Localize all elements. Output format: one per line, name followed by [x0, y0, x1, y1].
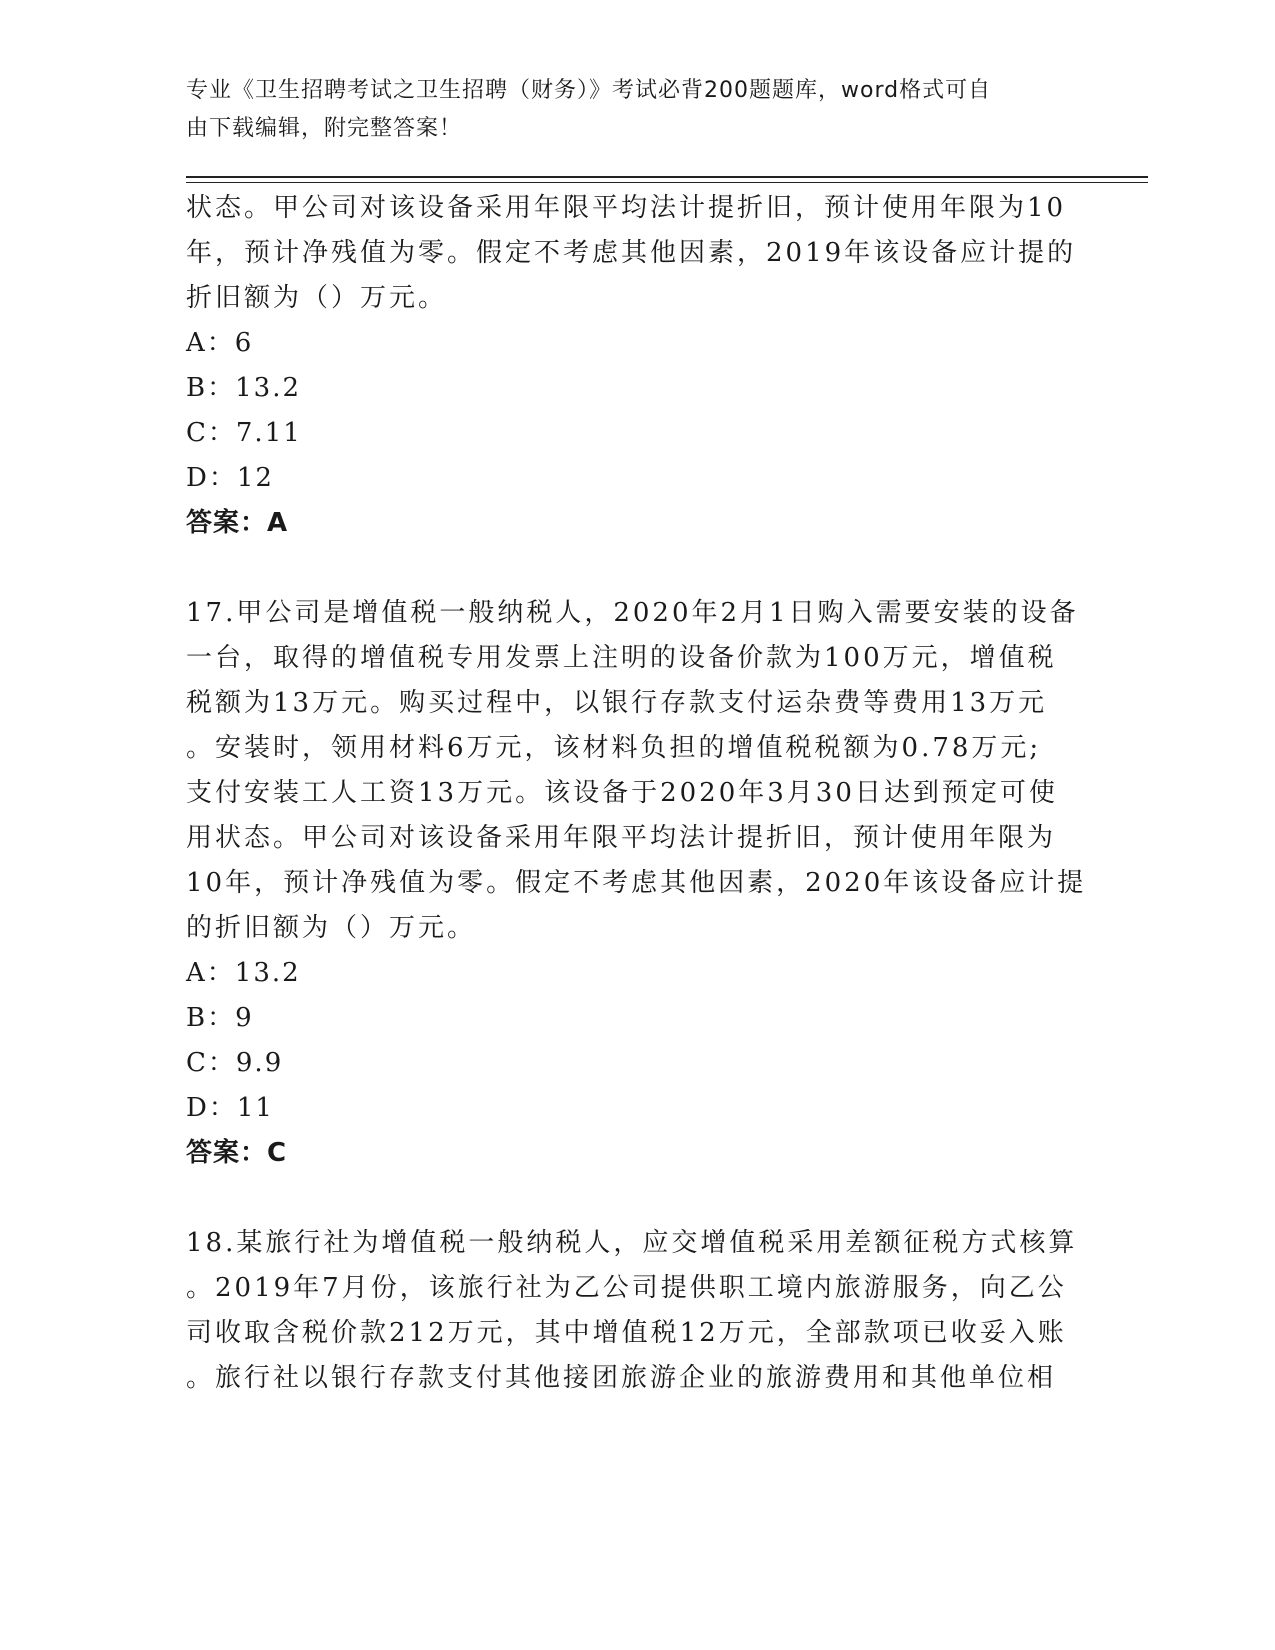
option-b: B：13.2: [186, 373, 301, 403]
option-d: D：12: [186, 463, 274, 493]
question-text-line: 折旧额为（）万元。: [186, 283, 448, 313]
option-a: A：13.2: [186, 958, 301, 988]
question-text-line: 17.甲公司是增值税一般纳税人，2020年2月1日购入需要安装的设备: [186, 598, 1079, 628]
question-text-line: 。安装时，领用材料6万元，该材料负担的增值税税额为0.78万元;: [186, 733, 1042, 763]
option-c: C：7.11: [186, 418, 302, 448]
option-c: C：9.9: [186, 1048, 284, 1078]
spacer: [186, 546, 1086, 591]
spacer: [186, 1176, 1086, 1221]
option-b: B：9: [186, 1003, 254, 1033]
page-header: [186, 72, 1066, 148]
answer-label: 答案：C: [186, 1138, 288, 1168]
question-text-line: 一台，取得的增值税专用发票上注明的设备价款为100万元，增值税: [186, 643, 1057, 673]
option-a: A：6: [186, 328, 254, 358]
option-d: D：11: [186, 1093, 274, 1123]
question-text-line: 状态。甲公司对该设备采用年限平均法计提折旧，预计使用年限为10: [186, 193, 1067, 223]
header-divider-thin: [186, 182, 1148, 183]
header-divider-thick: [186, 176, 1148, 178]
question-text-line: 司收取含税价款212万元，其中增值税12万元，全部款项已收妥入账: [186, 1318, 1067, 1348]
question-17-block: [186, 591, 1086, 1176]
question-text-line: 18.某旅行社为增值税一般纳税人，应交增值税采用差额征税方式核算: [186, 1228, 1078, 1258]
header-line-2: 由下载编辑，附完整答案！: [186, 116, 463, 141]
question-content: [186, 186, 1086, 1401]
question-text-line: 10年，预计净残值为零。假定不考虑其他因素，2020年该设备应计提: [186, 868, 1087, 898]
question-text-line: 。旅行社以银行存款支付其他接团旅游企业的旅游费用和其他单位相: [186, 1363, 1057, 1393]
question-16-block: [186, 186, 1086, 546]
question-text-line: 。2019年7月份，该旅行社为乙公司提供职工境内旅游服务，向乙公: [186, 1273, 1067, 1303]
question-text-line: 支付安装工人工资13万元。该设备于2020年3月30日达到预定可使: [186, 778, 1058, 808]
question-text-line: 年，预计净残值为零。假定不考虑其他因素，2019年该设备应计提的: [186, 238, 1077, 268]
question-text-line: 的折旧额为（）万元。: [186, 913, 477, 943]
question-18-block: [186, 1221, 1086, 1401]
header-line-1: 专业《卫生招聘考试之卫生招聘（财务）》考试必背200题题库，word格式可自: [186, 78, 992, 103]
answer-label: 答案：A: [186, 508, 289, 538]
question-text-line: 用状态。甲公司对该设备采用年限平均法计提折旧，预计使用年限为: [186, 823, 1057, 853]
question-text-line: 税额为13万元。购买过程中，以银行存款支付运杂费等费用13万元: [186, 688, 1048, 718]
